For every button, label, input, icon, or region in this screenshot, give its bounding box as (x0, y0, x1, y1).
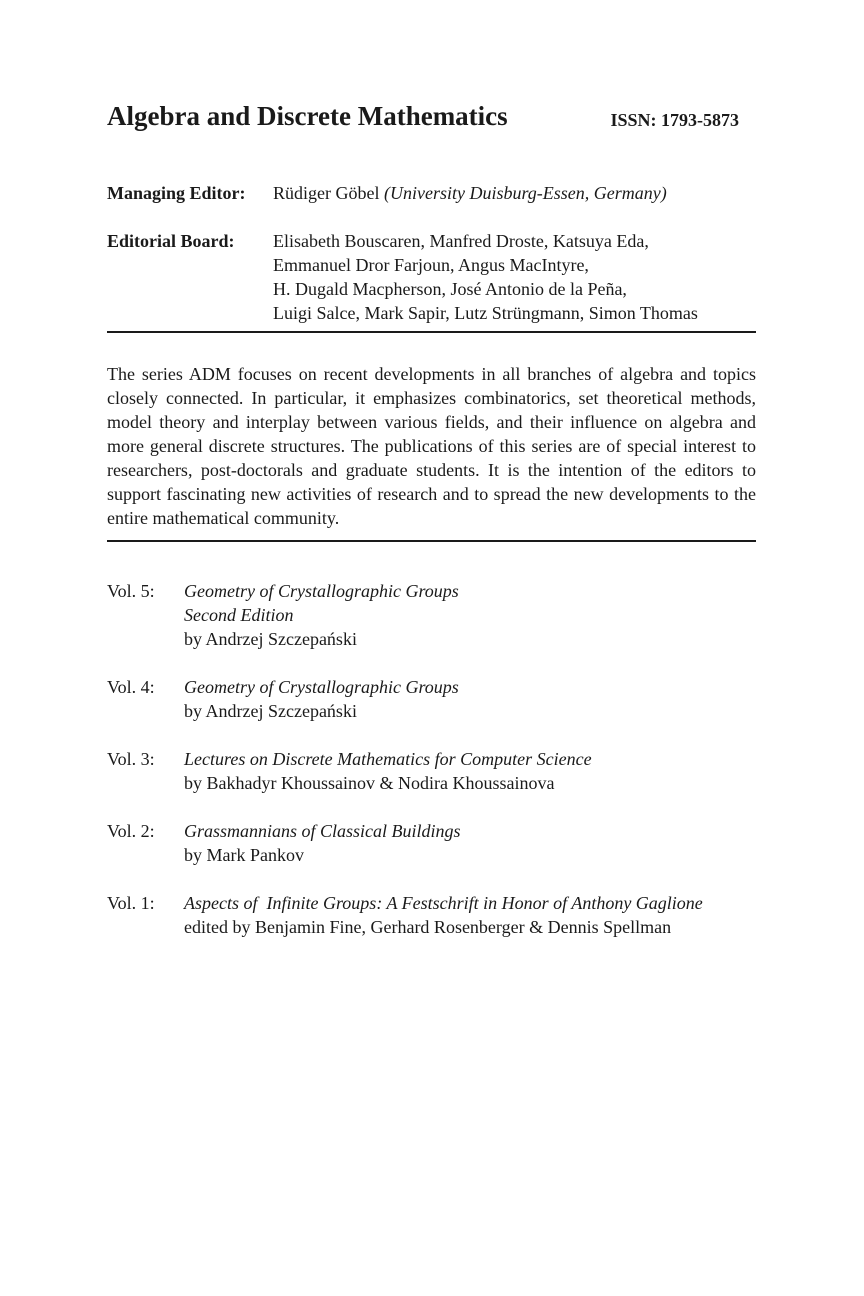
volume-author: by Mark Pankov (184, 845, 304, 865)
editorial-board-members (273, 229, 698, 325)
managing-editor-name: Rüdiger Göbel (273, 183, 380, 203)
volume-title: Grassmannians of Classical Buildings (184, 821, 461, 841)
volume-author: by Andrzej Szczepański (184, 701, 357, 721)
volume-number: Vol. 5: (107, 581, 155, 601)
series-description: The series ADM focuses on recent developments in all branches of algebra and topics closely connected. In particular, it emphasizes combinatorics, set theoretical methods, model theory and interplay between various fields, and their influence on algebra and more general discrete structures. The publications of this series are of special interest to researchers, post-doctorals and graduate students. It is the intention of the editors to support fascinating new activities of research and to spread the new developments to the entire mathematical community. (107, 364, 756, 528)
volume-title: Aspects of Infinite Groups: A Festschrift in Honor of Anthony Gaglione (184, 893, 703, 913)
page (107, 0, 756, 1296)
volume-author: by Andrzej Szczepański (184, 629, 357, 649)
volume-number: Vol. 3: (107, 749, 155, 769)
volume-subtitle: Second Edition (184, 605, 294, 625)
volume-title: Lectures on Discrete Mathematics for Computer Science (184, 749, 592, 769)
volume-number: Vol. 4: (107, 677, 155, 697)
managing-editor-label: Managing Editor: (107, 183, 246, 203)
volume-author: by Bakhadyr Khoussainov & Nodira Khoussainova (184, 773, 555, 793)
editorial-board-line: Luigi Salce, Mark Sapir, Lutz Strüngmann, Simon Thomas (273, 303, 698, 323)
volume-number: Vol. 2: (107, 821, 155, 841)
editorial-board-line: Emmanuel Dror Farjoun, Angus MacIntyre, (273, 255, 589, 275)
editorial-board-line: Elisabeth Bouscaren, Manfred Droste, Katsuya Eda, (273, 231, 649, 251)
divider-top (107, 331, 756, 333)
series-title: Algebra and Discrete Mathematics (107, 101, 508, 131)
divider-bottom (107, 540, 756, 542)
volume-title: Geometry of Crystallographic Groups (184, 677, 459, 697)
editorial-board-label: Editorial Board: (107, 231, 235, 251)
editorial-board-line: H. Dugald Macpherson, José Antonio de la Peña, (273, 279, 627, 299)
managing-editor-value (273, 181, 667, 205)
volume-author: edited by Benjamin Fine, Gerhard Rosenberger & Dennis Spellman (184, 917, 672, 937)
issn-number: ISSN: 1793-5873 (610, 110, 739, 130)
volume-number: Vol. 1: (107, 893, 155, 913)
managing-editor-affiliation: (University Duisburg-Essen, Germany) (383, 183, 667, 203)
volume-title: Geometry of Crystallographic Groups (184, 581, 459, 601)
